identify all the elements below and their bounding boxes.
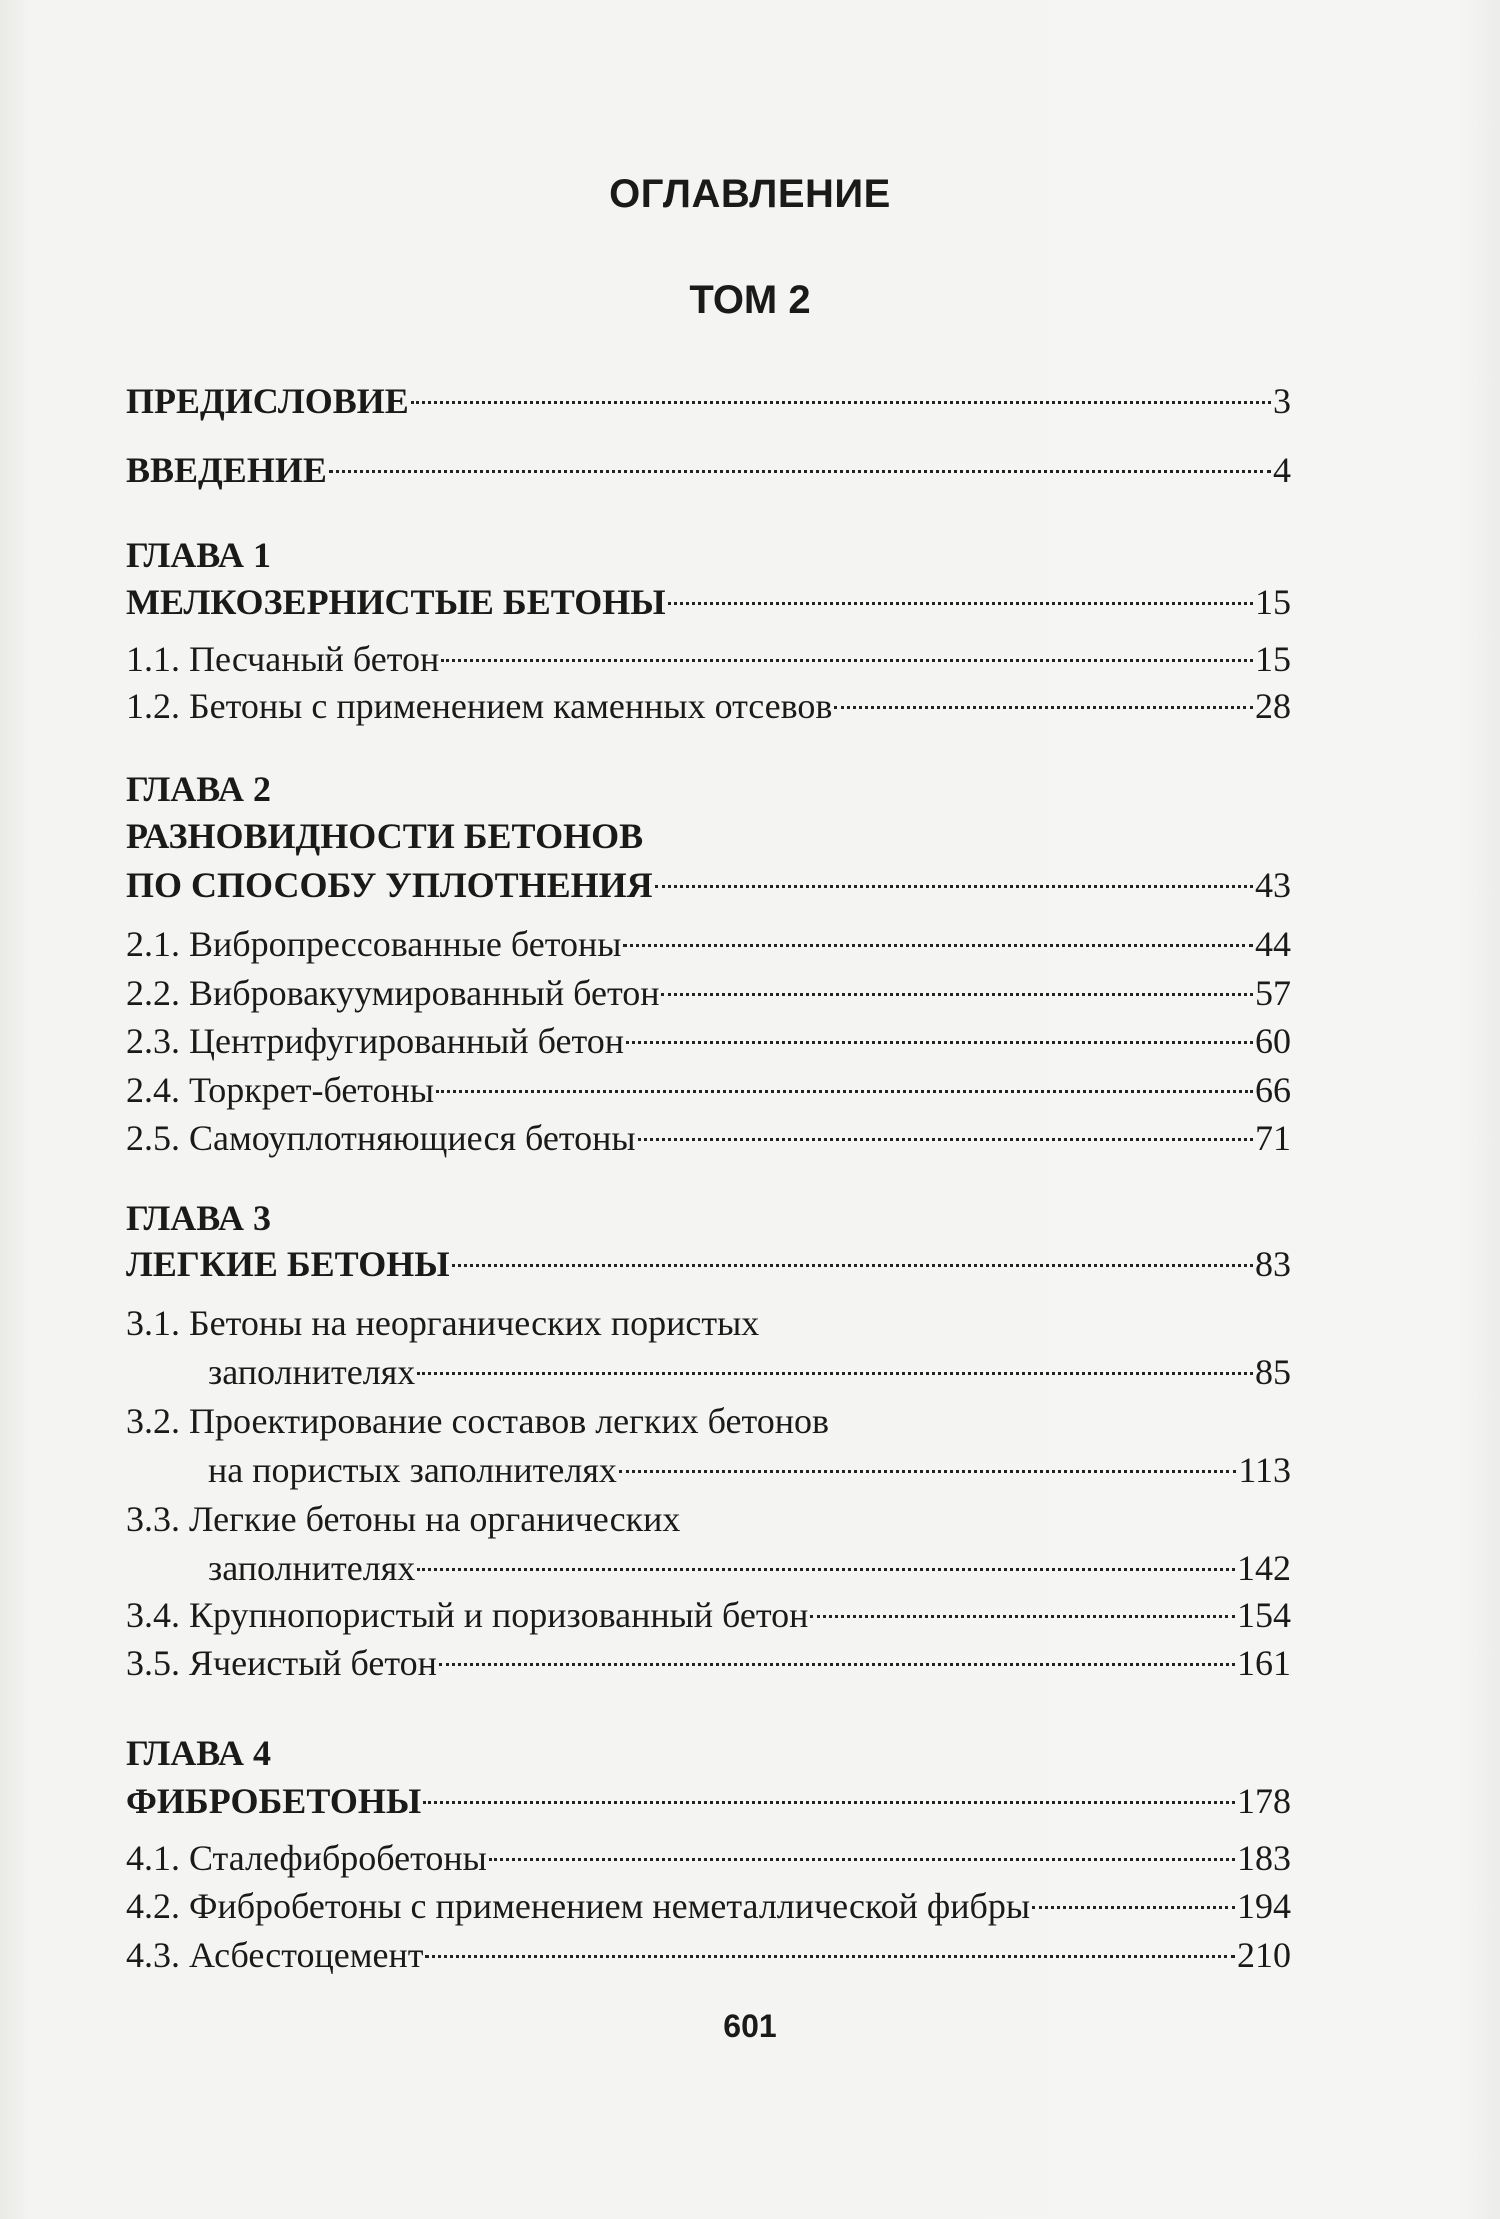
toc-entry-2-3: 2.3. Центрифугированный бетон 60 [126, 1021, 1291, 1061]
toc-entry-4-3: 4.3. Асбестоцемент 210 [126, 1935, 1291, 1975]
toc-entry-3-5: 3.5. Ячеистый бетон 161 [126, 1643, 1291, 1683]
toc-entry-4-2: 4.2. Фибробетоны с применением неметаллической фибры 194 [126, 1886, 1291, 1926]
toc-entry-chapter-4: ФИБРОБЕТОНЫ 178 [126, 1781, 1291, 1821]
toc-entry-3-3: заполнителях 142 [208, 1548, 1291, 1588]
toc-entry-4-1: 4.1. Сталефибробетоны 183 [126, 1838, 1291, 1878]
toc-entry-2-4: 2.4. Торкрет-бетоны 66 [126, 1070, 1291, 1110]
toc-entry-chapter-3: ЛЕГКИЕ БЕТОНЫ 83 [126, 1244, 1291, 1284]
toc-entry-preface: ПРЕДИСЛОВИЕ 3 [126, 381, 1291, 421]
chapter-4-label: ГЛАВА 4 [126, 1733, 272, 1773]
toc-entry-chapter-2: ПО СПОСОБУ УПЛОТНЕНИЯ 43 [126, 865, 1291, 905]
chapter-2-title-line-1: РАЗНОВИДНОСТИ БЕТОНОВ [126, 816, 644, 856]
toc-entry-3-4: 3.4. Крупнопористый и поризованный бетон 154 [126, 1595, 1291, 1635]
toc-entry-3-1: заполнителях 85 [208, 1352, 1291, 1392]
toc-entry-3-2-line-1: 3.2. Проектирование составов легких бетонов [126, 1401, 830, 1441]
toc-entry-2-5: 2.5. Самоуплотняющиеся бетоны 71 [126, 1118, 1291, 1158]
toc-entry-1-2: 1.2. Бетоны с применением каменных отсевов 28 [126, 686, 1291, 726]
volume-heading: ТОМ 2 [689, 278, 811, 322]
toc-entry-chapter-1: МЕЛКОЗЕРНИСТЫЕ БЕТОНЫ 15 [126, 582, 1291, 622]
toc-entry-3-1-line-1: 3.1. Бетоны на неорганических пористых [126, 1303, 760, 1343]
toc-entry-introduction: ВВЕДЕНИЕ 4 [126, 450, 1291, 490]
toc-entry-1-1: 1.1. Песчаный бетон 15 [126, 639, 1291, 679]
chapter-2-label: ГЛАВА 2 [126, 769, 272, 809]
table-of-contents [126, 0, 1291, 2219]
page-number: 601 [723, 2008, 777, 2044]
toc-entry-3-3-line-1: 3.3. Легкие бетоны на органических [126, 1499, 681, 1539]
toc-entry-2-1: 2.1. Вибропрессованные бетоны 44 [126, 924, 1291, 964]
toc-entry-2-2: 2.2. Вибровакуумированный бетон 57 [126, 973, 1291, 1013]
chapter-1-label: ГЛАВА 1 [126, 535, 272, 575]
toc-entry-3-2: на пористых заполнителях 113 [208, 1450, 1291, 1490]
chapter-3-label: ГЛАВА 3 [126, 1198, 272, 1238]
toc-title: ОГЛАВЛЕНИЕ [609, 172, 891, 216]
